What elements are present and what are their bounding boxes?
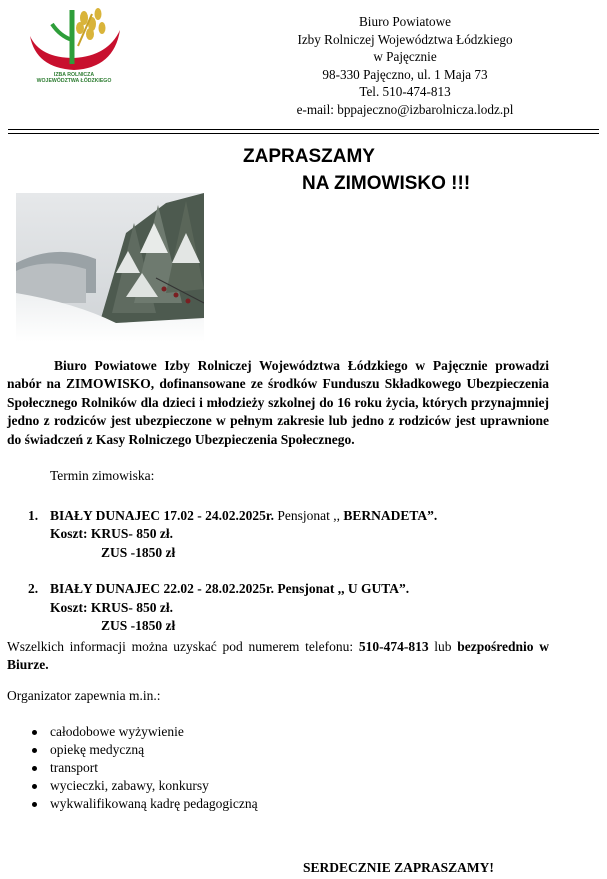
termin-label: Termin zimowiska:: [50, 468, 155, 483]
trip-number: 2.: [28, 581, 39, 597]
header-phone: Tel. 510-474-813: [359, 84, 451, 100]
title-line1: ZAPRASZAMY: [243, 146, 375, 167]
benefits-list: [7, 723, 258, 813]
list-item: transport: [7, 759, 258, 777]
header-divider-bottom: [8, 133, 599, 134]
cost-zus: ZUS -1850 zł: [101, 544, 176, 560]
header-email: e-mail: bppajeczno@izbarolnicza.lodz.pl: [296, 101, 514, 117]
header-line3: w Pajęcznie: [373, 49, 437, 65]
logo-graphic: [22, 6, 126, 76]
list-item: całodobowe wyżywienie: [7, 723, 258, 741]
logo-text-line2: WOJEWÓDZTWA ŁÓDZKIEGO: [36, 78, 112, 84]
pension-close: ”.: [427, 508, 438, 523]
list-item: opiekę medyczną: [7, 741, 258, 759]
intro-text: Biuro Powiatowe Izby Rolniczej Województwa Łódzkiego w Pajęcznie prowadzi nabór na ZIMOWISKO, dofinansowane ze środków Funduszu Składkowego Ubezpieczenia Społecznego Rolników dla dzieci i młodzieży szkolnej do 16 roku życia, których przynajmniej jedno z rodziców jest ubezpieczone w pełnym zakresie lub jedno z rodziców jest uprawnione do świadczeń z Kasy Rolniczego Ubezpieczenia Społecznego.: [7, 358, 549, 447]
organizer-label: Organizator zapewnia m.in.:: [7, 688, 161, 703]
closing-text: SERDECZNIE ZAPRASZAMY!: [303, 860, 494, 875]
trip-dates: BIAŁY DUNAJEC 22.02 - 28.02.2025r. Pensjonat ,, U GUTA”.: [50, 581, 410, 597]
cost-krus: Koszt: KRUS- 850 zł.: [50, 526, 173, 542]
trip-item-1: [7, 507, 567, 562]
pension-label: Pensjonat ,,: [274, 508, 344, 523]
info-middle: lub: [428, 639, 458, 654]
intro-paragraph: [7, 357, 549, 449]
pension-name: BERNADETA: [343, 508, 428, 523]
title-line2: NA ZIMOWISKO !!!: [302, 173, 471, 194]
cost-krus: Koszt: KRUS- 850 zł.: [50, 599, 173, 615]
logo-text-line1: IZBA ROLNICZA: [53, 72, 95, 78]
winter-forest-photo: [16, 193, 204, 342]
list-item: wycieczki, zabawy, konkursy: [7, 777, 258, 795]
contact-info: [7, 638, 549, 675]
header-line1: Biuro Powiatowe: [359, 14, 451, 29]
info-prefix: Wszelkich informacji można uzyskać pod numerem telefonu:: [7, 639, 359, 654]
cost-zus: ZUS -1850 zł: [101, 618, 176, 634]
header-line2: Izby Rolniczej Województwa Łódzkiego: [297, 31, 513, 47]
logo-text: [22, 72, 126, 84]
trip-number: 1.: [28, 508, 39, 523]
list-item: wykwalifikowaną kadrę pedagogiczną: [7, 795, 258, 813]
office-header: [240, 13, 570, 119]
info-phone: 510-474-813: [358, 639, 429, 654]
header-address: 98-330 Pajęczno, ul. 1 Maja 73: [322, 66, 488, 82]
trip-item-2: [7, 580, 567, 635]
trip-dates: BIAŁY DUNAJEC 17.02 - 24.02.2025r.: [50, 508, 275, 523]
info-suffix: bezpośrednio w Biurze.: [7, 639, 549, 673]
trip-list: [7, 507, 567, 653]
header-divider-top: [8, 129, 599, 130]
